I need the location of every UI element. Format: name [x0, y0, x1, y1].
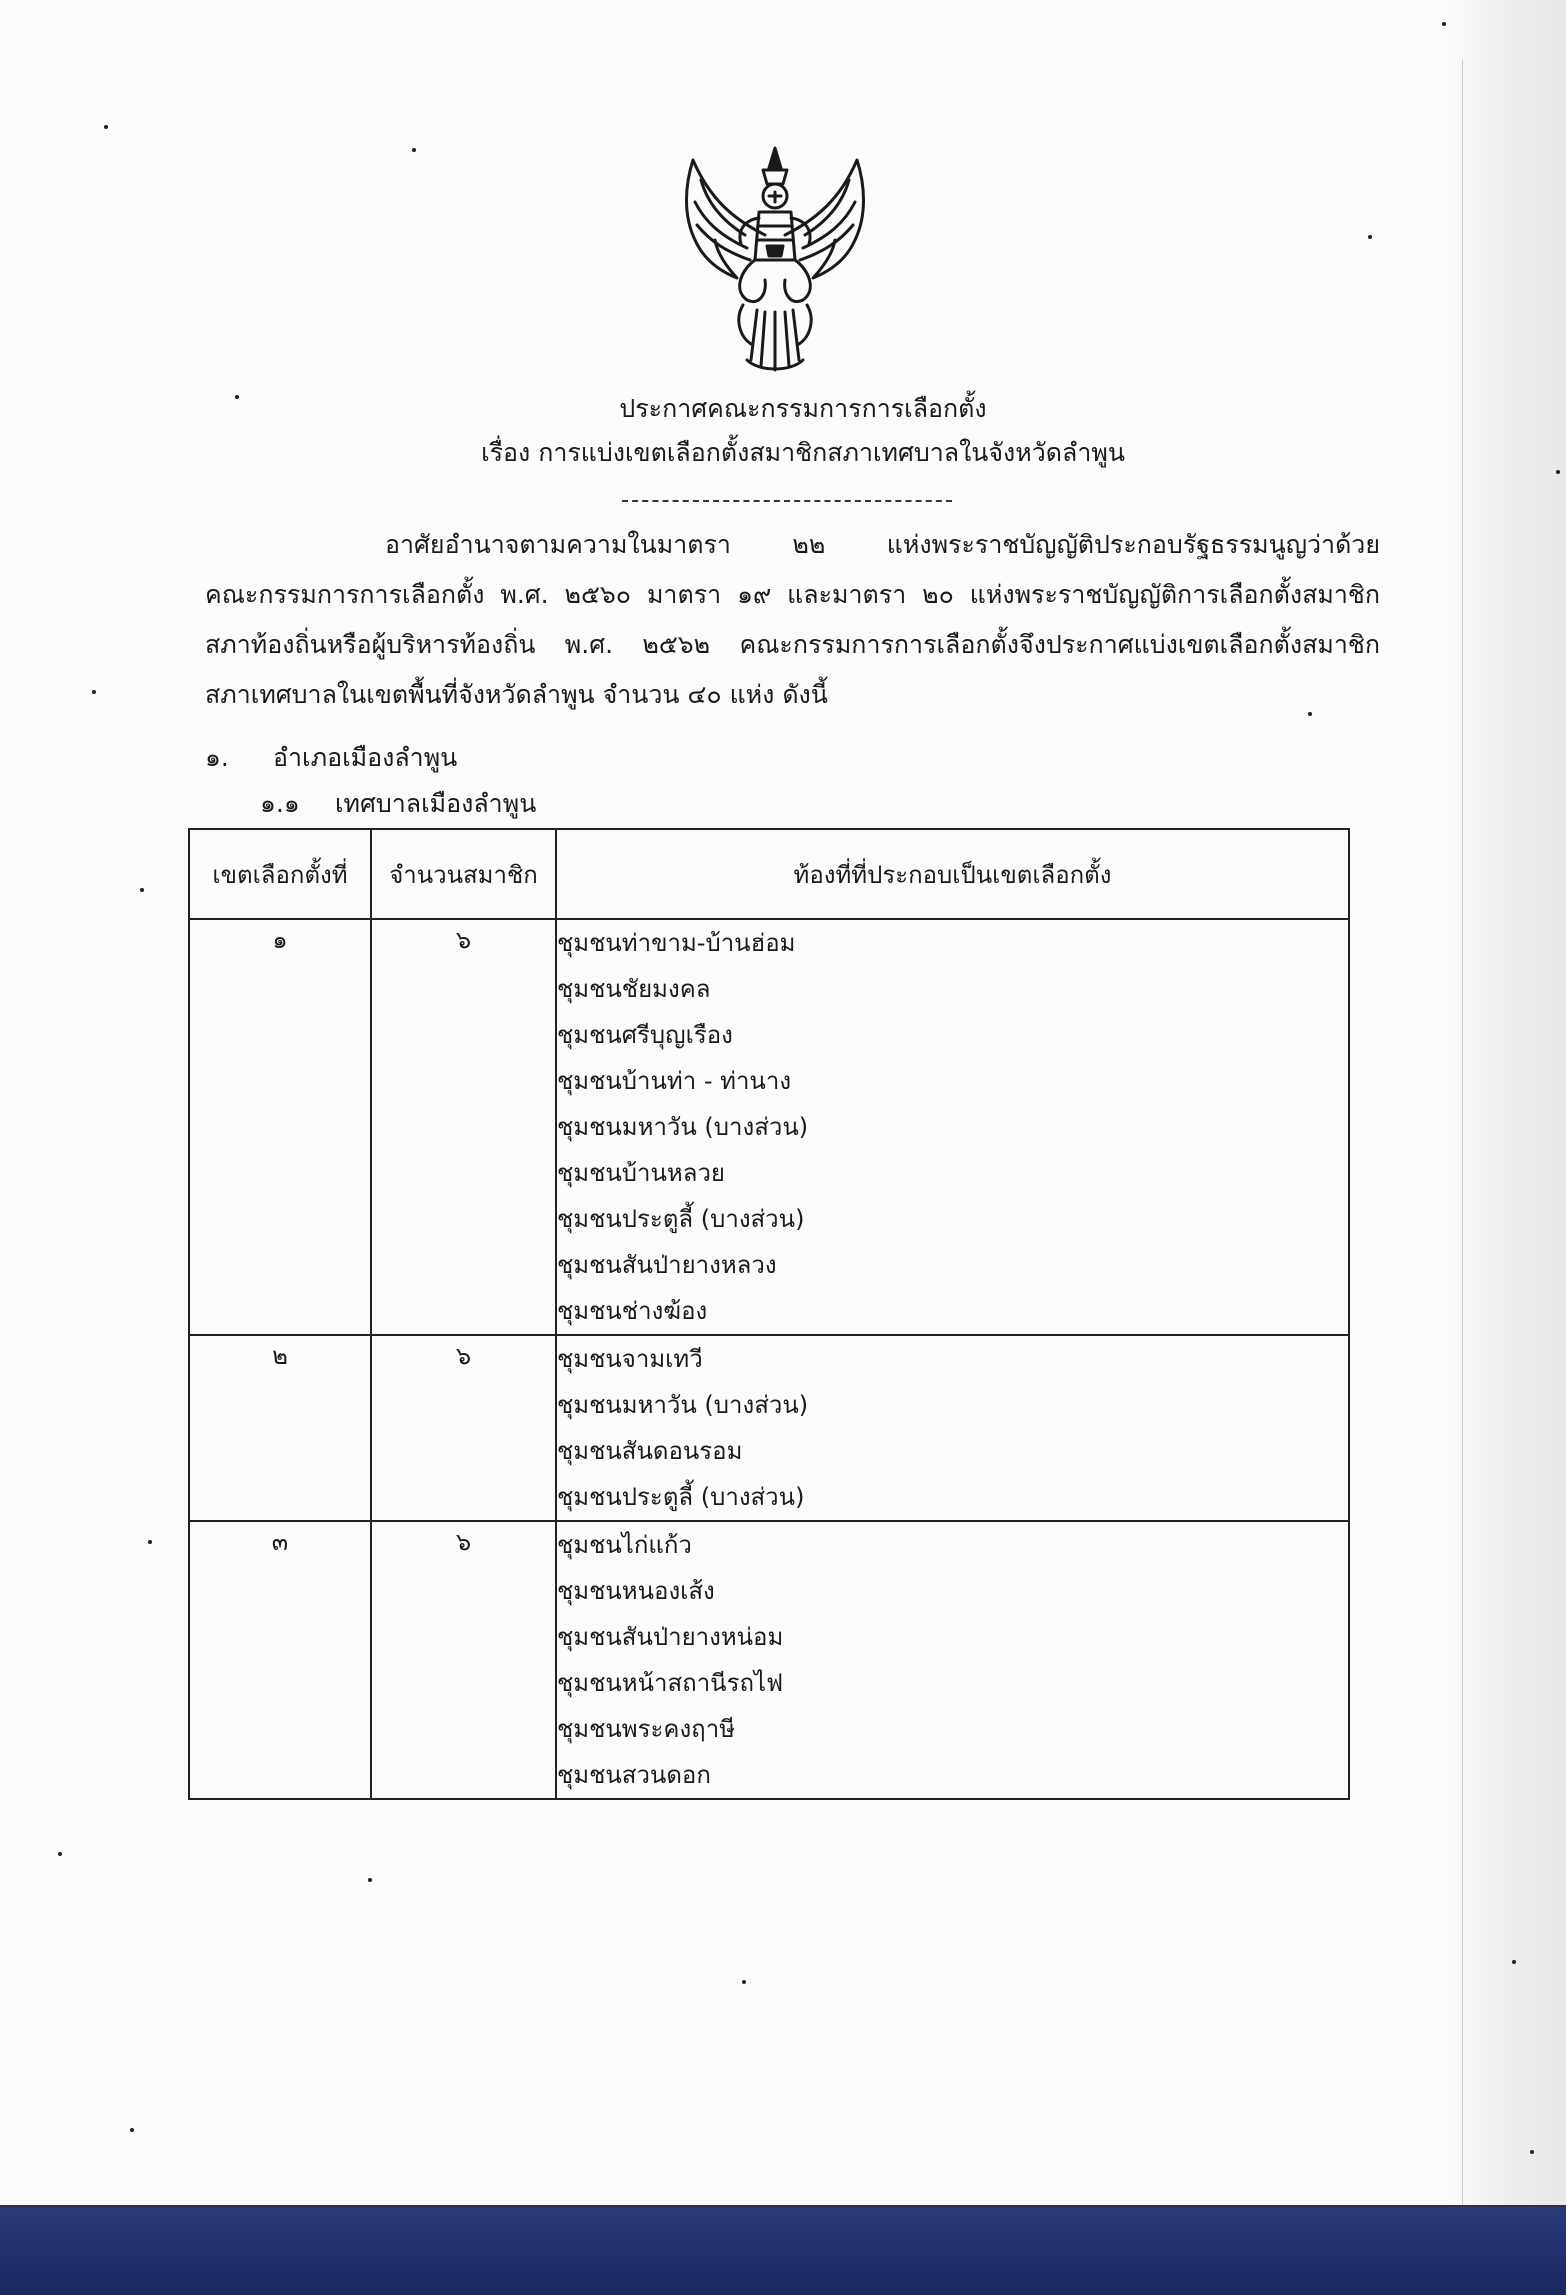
member-count: ๖	[371, 919, 556, 1335]
list-item: ชุมชนพระคงฤาษี	[557, 1715, 736, 1743]
member-count: ๖	[371, 1335, 556, 1521]
scan-speck	[1556, 470, 1560, 474]
preamble-line: คณะกรรมการการเลือกตั้ง พ.ศ. ๒๕๖๐ มาตรา ๑๙ และมาตรา ๒๐ แห่งพระราชบัญญัติการเลือกตั้งสมาชิก	[205, 580, 1380, 609]
scan-speck	[412, 148, 416, 152]
scan-background-strip	[0, 2207, 1566, 2295]
table-row	[189, 1521, 1349, 1799]
table-row	[189, 919, 1349, 1335]
list-item: ชุมชนช่างฆ้อง	[557, 1297, 708, 1325]
scan-speck	[1512, 1960, 1516, 1964]
list-item: ชุมชนศรีบุญเรือง	[557, 1021, 733, 1049]
list-item: ชุมชนชัยมงคล	[557, 975, 711, 1003]
list-item: ชุมชนหนองเส้ง	[557, 1577, 715, 1605]
table-header-row	[189, 829, 1349, 919]
area-list	[556, 1521, 1349, 1799]
scan-speck	[1368, 235, 1372, 239]
scan-speck	[104, 125, 108, 129]
subsection-name: เทศบาลเมืองลำพูน	[335, 789, 537, 818]
list-item: ชุมชนท่าขาม-บ้านฮ่อม	[557, 929, 796, 957]
subsection-number: ๑.๑	[260, 789, 300, 818]
scan-speck	[92, 690, 96, 694]
header-areas: ท้องที่ที่ประกอบเป็นเขตเลือกตั้ง	[556, 829, 1349, 919]
scan-speck	[742, 1980, 746, 1984]
title-divider	[622, 500, 952, 502]
electoral-district-table	[188, 828, 1350, 1800]
header-members: จำนวนสมาชิก	[371, 829, 556, 919]
district-number: ๒	[189, 1335, 371, 1521]
district-number: ๑	[189, 919, 371, 1335]
list-item: ชุมชนประตูลี้ (บางส่วน)	[557, 1483, 805, 1511]
area-list	[556, 919, 1349, 1335]
list-item: ชุมชนสันป่ายางหน่อม	[557, 1623, 784, 1651]
scan-speck	[58, 1852, 62, 1856]
scan-speck	[1530, 2150, 1534, 2154]
list-item: ชุมชนสันป่ายางหลวง	[557, 1251, 777, 1279]
list-item: ชุมชนสันดอนรอม	[557, 1437, 743, 1465]
page-fold-line	[1462, 60, 1463, 2260]
scan-speck	[140, 888, 144, 892]
scan-speck	[1442, 22, 1446, 26]
preamble-line: สภาท้องถิ่นหรือผู้บริหารท้องถิ่น พ.ศ. ๒๕๖๒ คณะกรรมการการเลือกตั้งจึงประกาศแบ่งเขตเลือกตั้งสมาชิก	[205, 630, 1380, 659]
area-list	[556, 1335, 1349, 1521]
scan-speck	[148, 1540, 152, 1544]
list-item: ชุมชนบ้านท่า - ท่านาง	[557, 1067, 792, 1095]
page-edge-shadow	[1446, 0, 1566, 2295]
preamble-paragraph	[205, 520, 1380, 720]
announcement-subject: เรื่อง การแบ่งเขตเลือกตั้งสมาชิกสภาเทศบาลในจังหวัดลำพูน	[481, 438, 1125, 467]
scan-speck	[1308, 712, 1312, 716]
scan-speck	[235, 395, 239, 399]
scan-speck	[130, 2128, 134, 2132]
subsection-heading	[260, 786, 536, 822]
list-item: ชุมชนมหาวัน (บางส่วน)	[557, 1113, 809, 1141]
preamble-line: อาศัยอำนาจตามความในมาตรา ๒๒ แห่งพระราชบัญญัติประกอบรัฐธรรมนูญว่าด้วย	[385, 530, 1380, 559]
section-number: ๑.	[205, 743, 229, 772]
district-number: ๓	[189, 1521, 371, 1799]
header-district: เขตเลือกตั้งที่	[189, 829, 371, 919]
list-item: ชุมชนบ้านหลวย	[557, 1159, 725, 1187]
garuda-emblem-icon	[655, 140, 895, 380]
list-item: ชุมชนไก่แก้ว	[557, 1531, 692, 1559]
announcement-title: ประกาศคณะกรรมการการเลือกตั้ง	[619, 394, 987, 423]
list-item: ชุมชนจามเทวี	[557, 1345, 703, 1373]
list-item: ชุมชนมหาวัน (บางส่วน)	[557, 1391, 809, 1419]
preamble-line: สภาเทศบาลในเขตพื้นที่จังหวัดลำพูน จำนวน ๔๐ แห่ง ดังนี้	[205, 680, 828, 709]
table-row	[189, 1335, 1349, 1521]
list-item: ชุมชนหน้าสถานีรถไฟ	[557, 1669, 784, 1697]
list-item: ชุมชนสวนดอก	[557, 1761, 711, 1789]
list-item: ชุมชนประตูลี้ (บางส่วน)	[557, 1205, 805, 1233]
member-count: ๖	[371, 1521, 556, 1799]
scan-speck	[368, 1878, 372, 1882]
section-heading	[205, 740, 457, 776]
section-name: อำเภอเมืองลำพูน	[273, 743, 458, 772]
